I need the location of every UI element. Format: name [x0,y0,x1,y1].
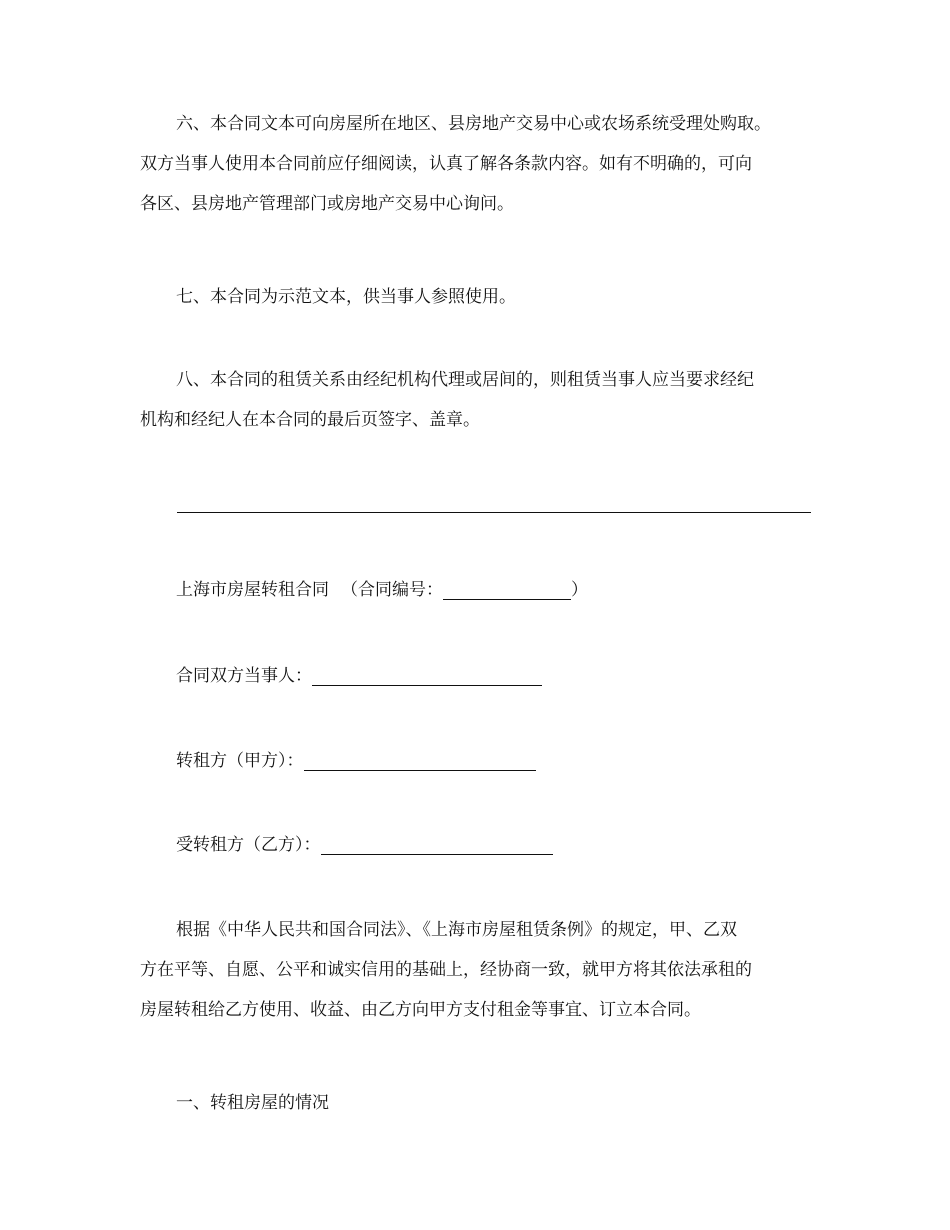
lessee-row [176,833,553,857]
preamble [140,910,815,1030]
clause-eight-line-1: 八、本合同的租赁关系由经纪机构代理或居间的，则租赁当事人应当要求经纪 [176,370,754,390]
clause-seven-text: 七、本合同为示范文本，供当事人参照使用。 [176,287,516,307]
lessee-label: 受转租方（乙方）： [176,835,321,855]
parties-row [176,664,542,688]
section-divider [177,512,811,513]
clause-six-line-3: 各区、县房地产管理部门或房地产交易中心询问。 [140,194,514,214]
lessor-label: 转租方（甲方）： [176,751,304,771]
contract-title: 上海市房屋转租合同 [176,580,329,600]
clause-seven [140,277,815,317]
clause-eight [140,360,815,440]
contract-number-blank [443,581,571,600]
clause-eight-line-2: 机构和经纪人在本合同的最后页签字、盖章。 [140,410,480,430]
clause-six [140,104,815,224]
clause-six-line-1: 六、本合同文本可向房屋所在地区、县房地产交易中心或农场系统受理处购取。 [176,114,771,134]
preamble-line-1: 根据《中华人民共和国合同法》、《上海市房屋租赁条例》的规定，甲、乙双 [176,920,737,940]
lessor-row [176,749,536,773]
parties-blank [312,667,542,686]
lessee-blank [321,836,553,855]
section-one-heading: 一、转租房屋的情况 [176,1093,329,1113]
contract-title-row [176,578,588,602]
parties-label: 合同双方当事人： [176,666,312,686]
section-one [140,1083,815,1123]
contract-number-label: （合同编号： [341,580,443,600]
lessor-blank [304,752,536,771]
contract-number-close: ） [571,580,588,600]
preamble-line-3: 房屋转租给乙方使用、收益、由乙方向甲方支付租金等事宜、订立本合同。 [140,1000,701,1020]
clause-six-line-2: 双方当事人使用本合同前应仔细阅读，认真了解各条款内容。如有不明确的，可向 [140,154,752,174]
preamble-line-2: 方在平等、自愿、公平和诚实信用的基础上，经协商一致，就甲方将其依法承租的 [140,960,752,980]
